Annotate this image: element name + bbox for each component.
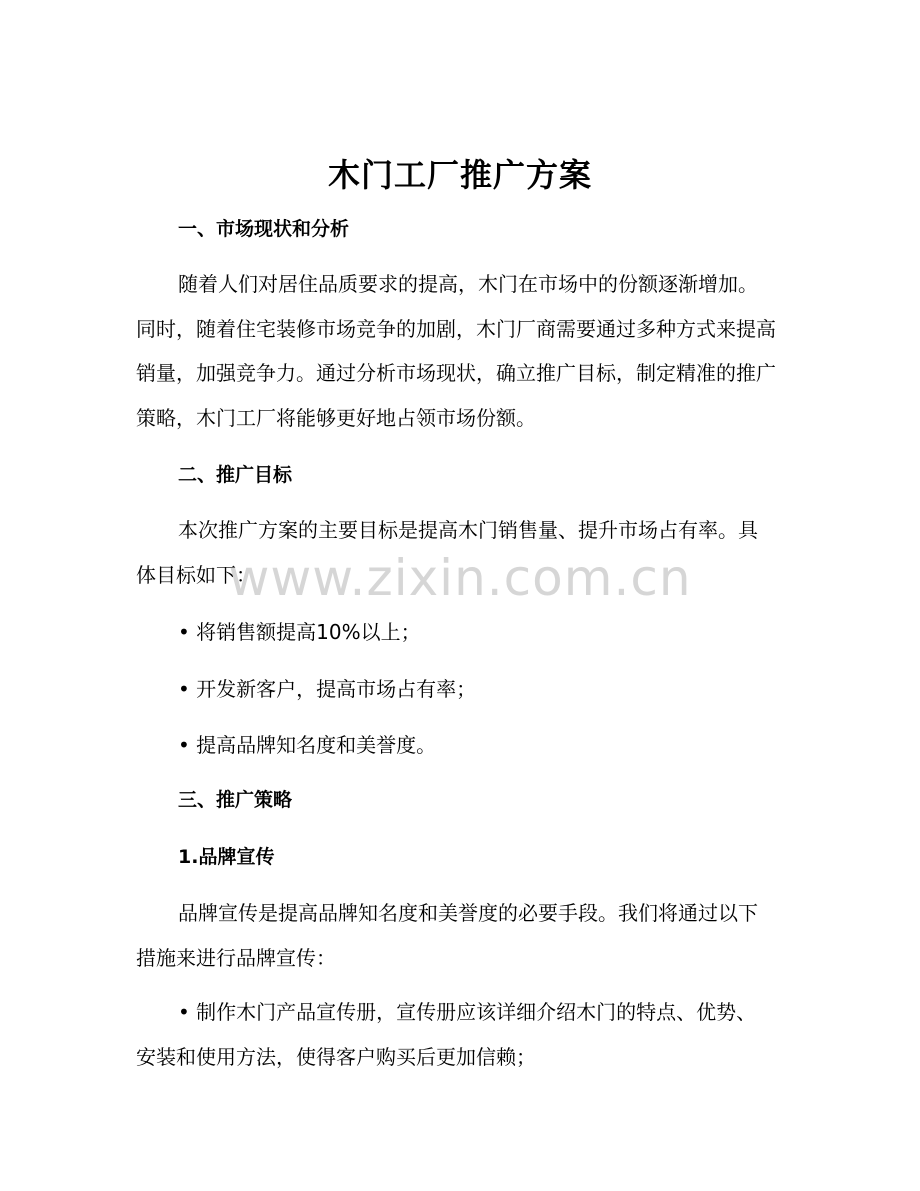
- section-heading-market: 一、市场现状和分析: [178, 218, 350, 240]
- paragraph-brand-promotion: 品牌宣传是提高品牌知名度和美誉度的必要手段。我们将通过以下措施来进行品牌宣传：: [136, 901, 758, 970]
- section-heading-goals: 二、推广目标: [178, 464, 293, 486]
- list-item-goal-sales: • 将销售额提高10%以上；: [178, 620, 421, 644]
- list-item-brochure: • 制作木门产品宣传册，宣传册应该详细介绍木门的特点、优势、安装和使用方法，使得客户购买后更加信赖；: [136, 1000, 757, 1069]
- subheading-brand-promotion: 1.品牌宣传: [178, 846, 275, 868]
- watermark: www.zixin.com.cn: [228, 549, 692, 607]
- list-item-goal-brand: • 提高品牌知名度和美誉度。: [178, 733, 437, 757]
- document-title: 木门工厂推广方案: [327, 156, 592, 194]
- paragraph-market-analysis: 随着人们对居住品质要求的提高，木门在市场中的份额逐渐增加。同时，随着住宅装修市场竞争的加剧，木门厂商需要通过多种方式来提高销量，加强竞争力。通过分析市场现状，确立推广目标，制定精准的推广策略，木门工厂将能够更好地占领市场份额。: [136, 272, 776, 430]
- list-item-goal-customers: • 开发新客户，提高市场占有率；: [178, 677, 477, 701]
- section-heading-strategy: 三、推广策略: [178, 789, 293, 811]
- paragraph-goals: 本次推广方案的主要目标是提高木门销售量、提升市场占有率。具体目标如下：: [136, 518, 758, 587]
